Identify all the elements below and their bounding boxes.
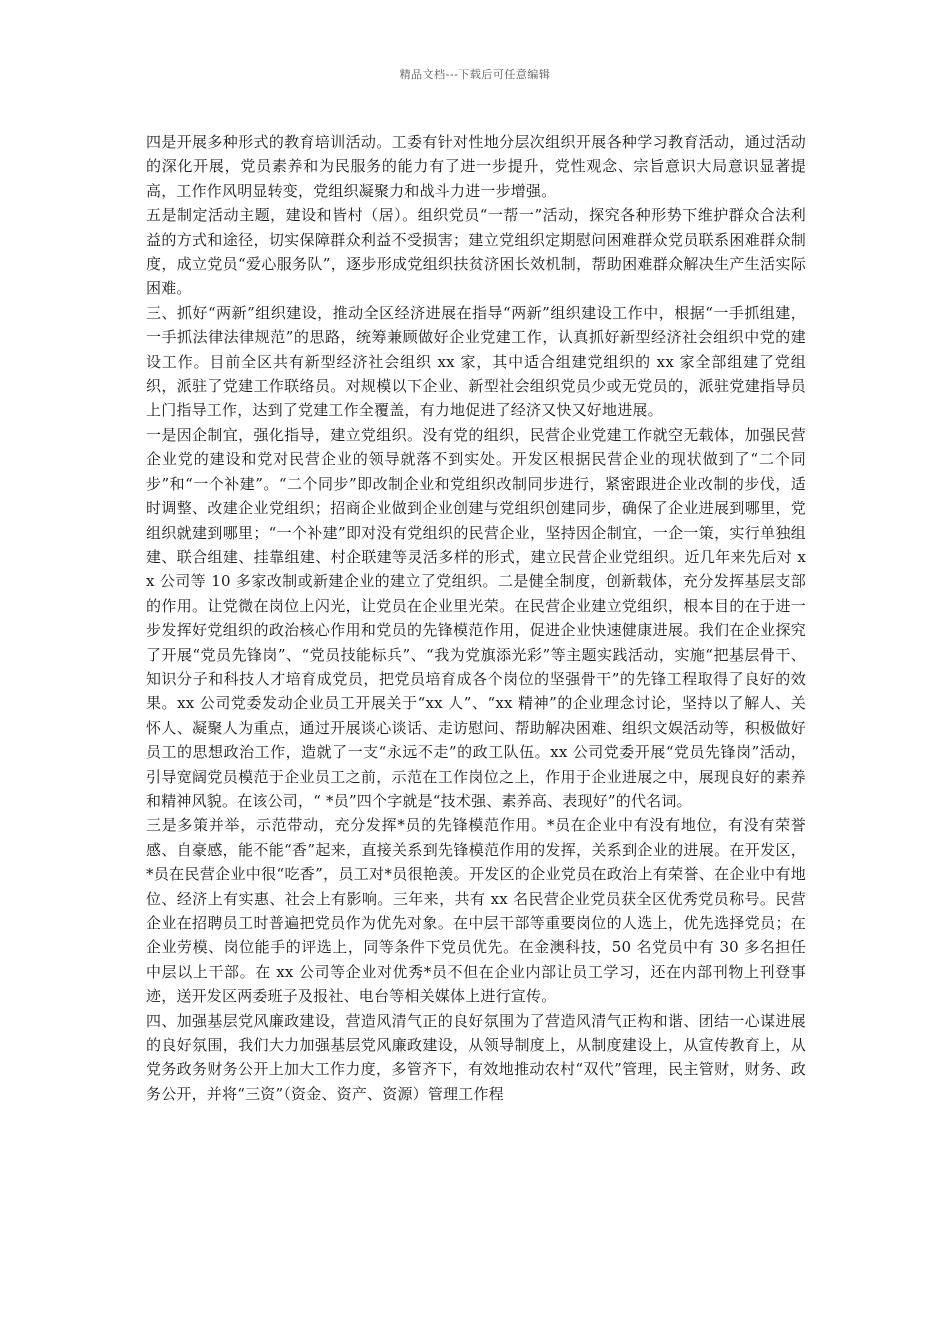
paragraph-enterprise-party-organization: 一是因企制宜，强化指导，建立党组织。没有党的组织，民营企业党建工作就空无载体，加强民营企业党的建设和党对民营企业的领导就落不到实处。开发区根据民营企业的现状做到了“二个同步”和“一个补建”。“二个同步”即改制企业和党组织改制同步进行，紧密跟进企业改制的步伐，适时调整、改建企业党组织；招商企业做到企业创建与党组织创建同步，确保了企业进展到哪里，党组织就建到哪里；“一个补建”即对没有党组织的民营企业，坚持因企制宜，一企一策，实行单独组建、联合组建、挂靠组建、村企联建等灵活多样的形式，建立民营企业党组织。近几年来先后对 xx 公司等 10 多家改制或新建企业的建立了党组织。二是健全制度，创新载体，充分发挥基层支部的作用。让党微在岗位上闪光，让党员在企业里光荣。在民营企业建立党组织，根本目的在于进一步发挥好党组织的政治核心作用和党员的先锋模范作用，促进企业快速健康进展。我们在企业探究了开展“党员先锋岗”、“党员技能标兵”、“我为党旗添光彩”等主题实践活动，实施“把基层骨干、知识分子和科技人才培育成党员，把党员培育成各个岗位的坚强骨干”的先锋工程取得了良好的效果。xx 公司党委发动企业员工开展关于“xx 人”、“xx 精神”的企业理念讨论，坚持以了解人、关怀人、凝聚人为重点，通过开展谈心谈话、走访慰问、帮助解决困难、组织文娱活动等，积极做好员工的思想政治工作，造就了一支“永远不走”的政工队伍。xx 公司党委开展“党员先锋岗”活动，引导宽阔党员模范于企业员工之前，示范在工作岗位之上，作用于企业进展之中，展现良好的素养和精神风貌。在该公司，“ *员”四个字就是“技术强、素养高、表现好”的代名词。 xyxy=(146,425,806,810)
page-header: 精品文档---下载后可任意编辑 xyxy=(399,68,551,81)
paragraph-integrity-building: 四、加强基层党风廉政建设，营造风清气正的良好氛围为了营造风清气正构和谐、团结一心谋进展的良好氛围，我们大力加强基层党风廉政建设，从领导制度上，从制度建设上，从宣传教育上，从党务政务财务公开上加大工作力度，多管齐下，有效地推动农村“双代”管理，民主管财，财务、政务公开，并将“三资”（资金、资产、资源）管理工作程 xyxy=(146,1011,806,1103)
paragraph-activity-theme: 五是制定活动主题，建设和皆村（居）。组织党员“一帮一”活动，探究各种形势下维护群众合法利益的方式和途径，切实保障群众利益不受损害；建立党组织定期慰问困难群众党员联系困难群众制度，成立党员“爱心服务队”，逐步形成党组织扶贫济困长效机制，帮助困难群众解决生产生活实际困难。 xyxy=(146,206,806,298)
paragraph-party-member-vanguard: 三是多策并举，示范带动，充分发挥*员的先锋模范作用。*员在企业中有没有地位，有没有荣誉感、自豪感，能不能“香”起来，直接关系到先锋模范作用的发挥，关系到企业的进展。在开发区，*员在民营企业中很“吃香”，员工对*员很艳羡。开发区的企业党员在政治上有荣誉、在企业中有地位、经济上有实惠、社会上有影响。三年来，共有 xx 名民营企业党员获全区优秀党员称号。民营企业在招聘员工时普遍把党员作为优先对象。在中层干部等重要岗位的人选上，优先选择党员；在企业劳模、岗位能手的评选上，同等条件下党员优先。在金澳科技，50 名党员中有 30 多名担任中层以上干部。在 xx 公司等企业对优秀*员不但在企业内部让员工学习，还在内部刊物上刊登事迹，送开发区两委班子及报社、电台等相关媒体上进行宣传。 xyxy=(146,816,806,1006)
paragraph-two-new-organizations: 三、抓好“两新”组织建设，推动全区经济进展在指导“两新”组织建设工作中，根据“一手抓组建，一手抓法律法律规范”的思路，统筹兼顾做好企业党建工作，认真抓好新型经济社会组织中党的建设工作。目前全区共有新型经济社会组织 xx 家，其中适合组建党组织的 xx 家全部组建了党组织，派驻了党建工作联络员。对规模以下企业、新型社会组织党员少或无党员的，派驻党建指导员上门指导工作，达到了党建工作全覆盖，有力地促进了经济又快又好地进展。 xyxy=(146,303,806,420)
document-body xyxy=(146,130,806,1106)
paragraph-education-training: 四是开展多种形式的教育培训活动。工委有针对性地分层次组织开展各种学习教育活动，通过活动的深化开展，党员素养和为民服务的能力有了进一步提升，党性观念、宗旨意识大局意识显著提高，工作作风明显转变，党组织凝聚力和战斗力进一步增强。 xyxy=(146,133,806,200)
